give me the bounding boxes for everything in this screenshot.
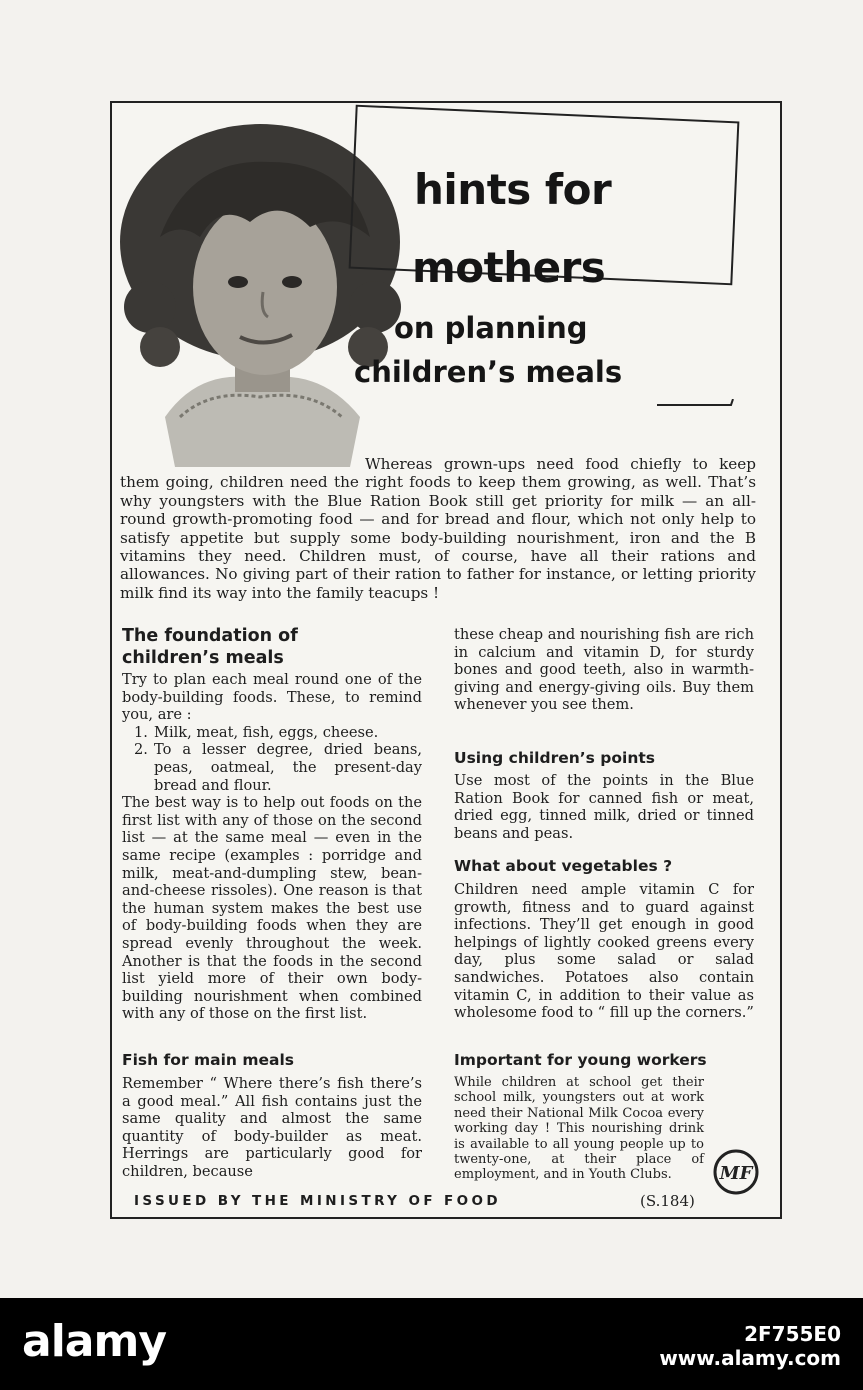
foundation-body: The best way is to help out foods on the first list with any of those on the second list — at the same meal — even in the same recipe (examples : porridge and milk, meat-and-dumpling stew, bean-and-cheese rissoles). One reason is that the human system makes the best use of body-building foods when they are spread evenly throughout the week. Another is that the foods in the second list yield more of their own body-building nourishment when combined with any of those on the first list. <box>122 794 422 1023</box>
svg-text:MF: MF <box>719 1163 753 1184</box>
headline-bracket <box>657 399 737 411</box>
watermark-id <box>659 1322 841 1370</box>
watermark-brand: alamy <box>22 1316 166 1367</box>
points-paragraph: Use most of the points in the Blue Ration Book for canned fish or meat, dried egg, tinned milk, dried or tinned beans and peas. <box>454 772 754 842</box>
foundation-section <box>122 671 422 1023</box>
ministry-of-food-logo <box>712 1148 760 1196</box>
watermark-url: www.alamy.com <box>659 1346 841 1370</box>
list-item: 1. Milk, meat, fish, eggs, cheese. <box>134 723 379 741</box>
fish-heading: Fish for main meals <box>122 1051 295 1069</box>
foundation-heading: The foundation of children’s meals <box>122 626 298 668</box>
foundation-intro: Try to plan each meal round one of the body-building foods. These, to remind you, are : <box>122 671 422 724</box>
watermark-image-id: 2F755E0 <box>744 1322 841 1346</box>
points-heading: Using children’s points <box>454 749 656 767</box>
issued-by-footer: ISSUED BY THE MINISTRY OF FOOD <box>134 1193 502 1209</box>
list-item: 2. To a lesser degree, dried beans, peas, oatmeal, the present-day bread and flour. <box>134 741 422 794</box>
headline-line-2: mothers <box>412 243 606 292</box>
workers-paragraph: While children at school get their school milk, youngsters out at work need their National Milk Cocoa every working day ! This nourishing drink is available to all young people up to twenty-one, at their place of employment, and in Youth Clubs. <box>454 1075 704 1183</box>
food-list <box>122 724 422 794</box>
issue-code: (S.184) <box>640 1192 695 1210</box>
fish-paragraph-2: these cheap and nourishing fish are rich in calcium and vitamin D, for sturdy bones and good teeth, also in warmth-giving and energy-giving oils. Buy them whenever you see them. <box>454 626 754 714</box>
fish-paragraph-1: Remember “ Where there’s fish there’s a good meal.” All fish contains just the same quality and almost the same quantity of body-builder as meat. Herrings are particularly good for children, because <box>122 1075 422 1180</box>
vegetables-paragraph: Children need ample vitamin C for growth, fitness and to guard against infections. They’ll get enough in good helpings of lightly cooked greens every day, plus some salad or salad sandwiches. Potatoes also contain vitamin C, in addition to their value as wholesome food to “ fill up the corners.” <box>454 881 754 1022</box>
headline-line-1: hints for <box>414 165 612 214</box>
headline-line-3: on planning <box>394 311 588 345</box>
intro-paragraph: Whereas grown-ups need food chiefly to keep them going, children need the right foods to keep them growing, as well. That’s why youngsters with the Blue Ration Book still get priority for milk — an all-round growth-promoting food — and for bread and flour, which not only help to satisfy appetite but supply some body-building nourishment, iron and the B vitamins they need. Children must, of course, have all their rations and allowances. No giving part of their ration to father for instance, or letting priority milk find its way into the family teacups ! <box>120 455 756 602</box>
headline-line-4: children’s meals <box>354 355 623 389</box>
workers-heading: Important for young workers <box>454 1051 707 1069</box>
vegetables-heading: What about vegetables ? <box>454 857 673 875</box>
advertisement <box>110 101 782 1219</box>
